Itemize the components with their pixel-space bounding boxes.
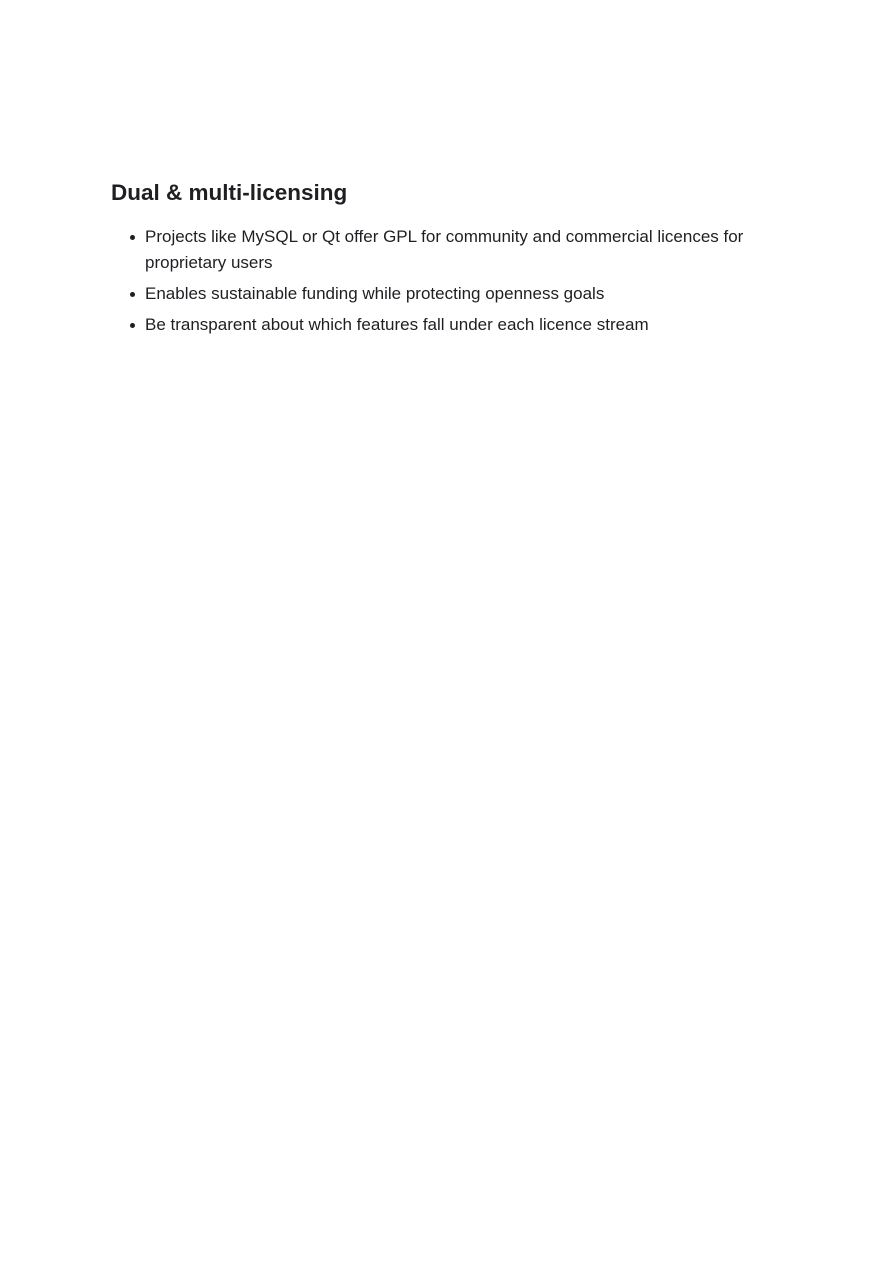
list-item-text: Be transparent about which features fall under each licence stream (145, 315, 649, 334)
licensing-section (111, 178, 791, 343)
list-item-text: Enables sustainable funding while protecting openness goals (145, 284, 605, 303)
bullet-icon (130, 292, 135, 297)
list-item (111, 312, 791, 338)
bullet-icon (130, 323, 135, 328)
list-item (111, 224, 791, 276)
bullet-list (111, 224, 791, 338)
section-heading: Dual & multi-licensing (111, 180, 348, 205)
list-item (111, 281, 791, 307)
bullet-icon (130, 235, 135, 240)
list-item-text: Projects like MySQL or Qt offer GPL for community and commercial licences for proprietary users (145, 227, 744, 272)
